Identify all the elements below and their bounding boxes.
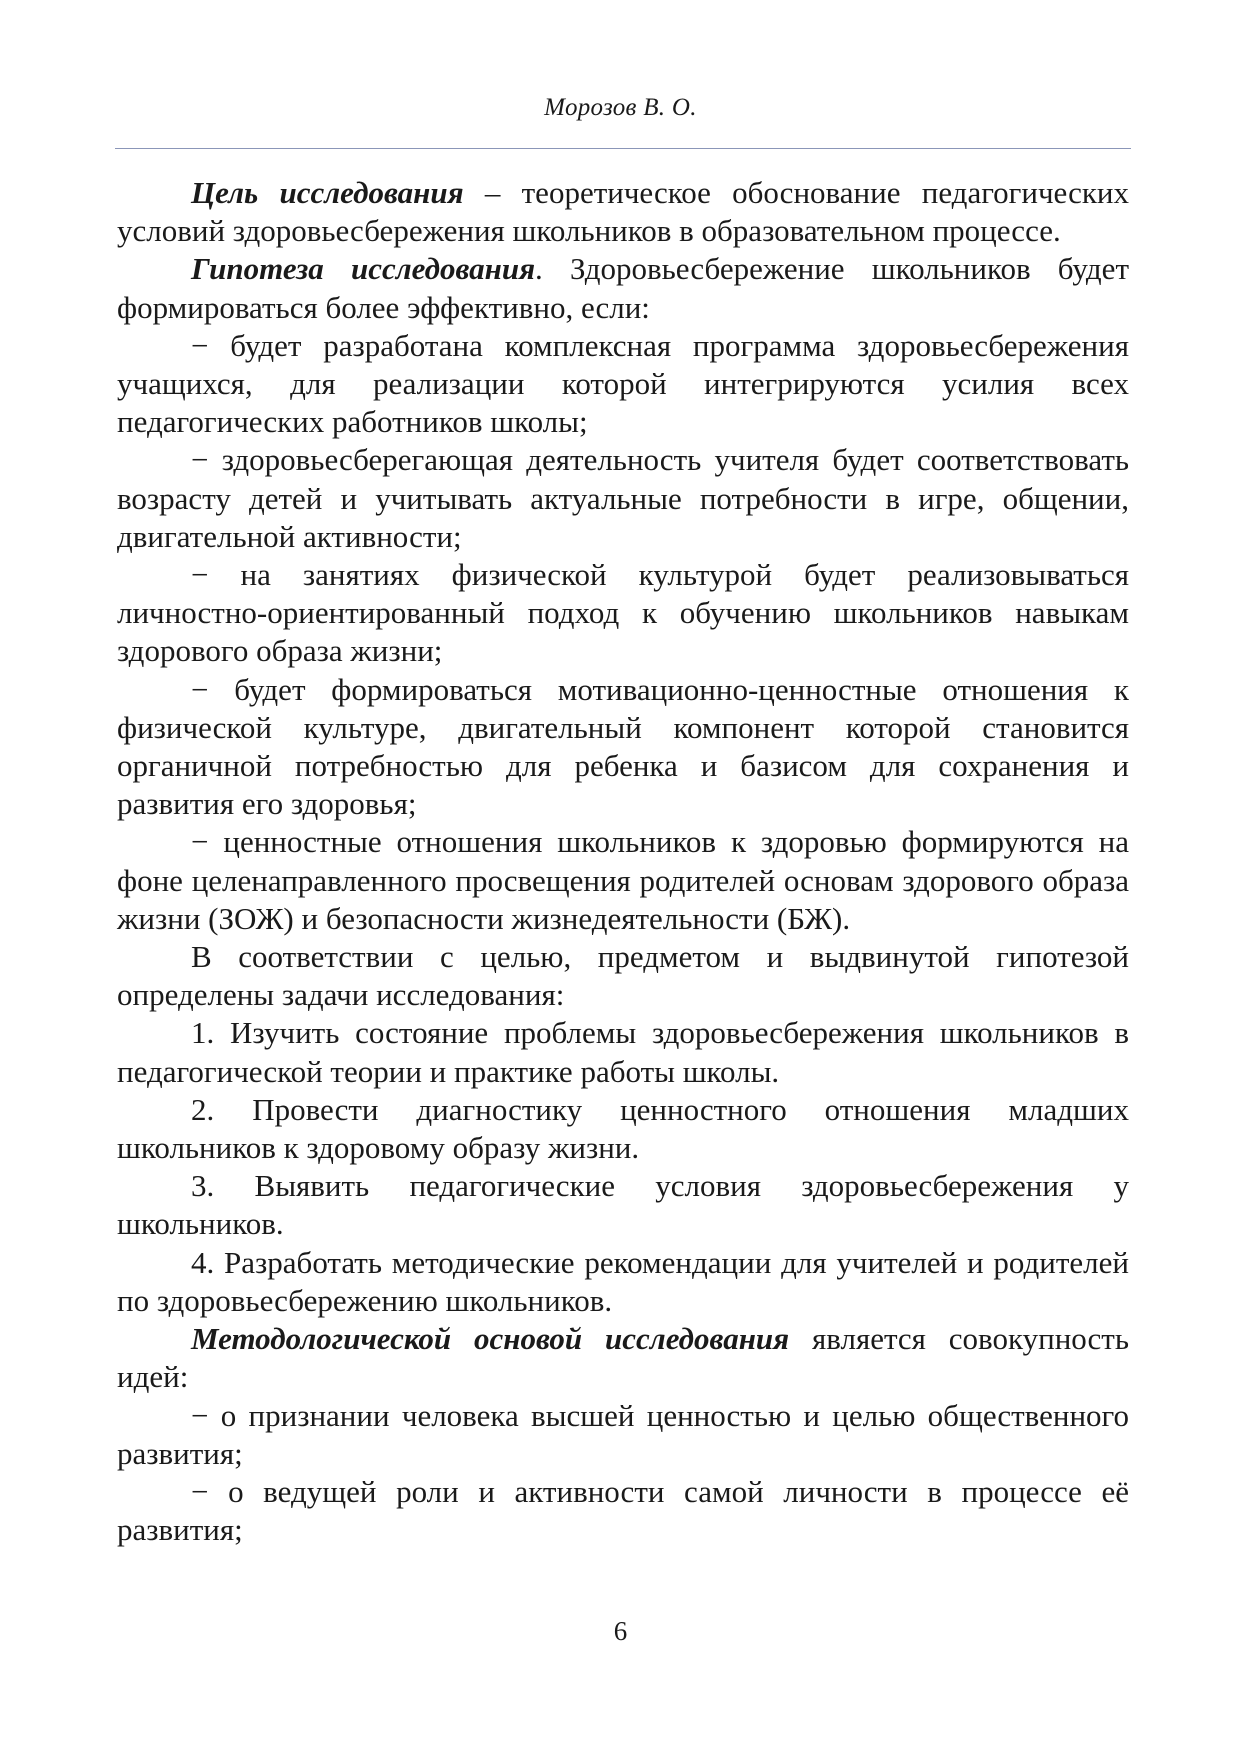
task-item: 4. Разработать методические рекомендации для учителей и родителей по здоровьесбережению школьников.: [117, 1244, 1129, 1318]
hypothesis-item: − будет разработана комплексная программа здоровьесбережения учащихся, для реализации которой интегрируются усилия всех педагогических работников школы;: [117, 327, 1129, 440]
hypothesis-lead: Гипотеза исследования: [191, 251, 536, 287]
task-item: 3. Выявить педагогические условия здоровьесбережения у школьников.: [117, 1168, 1129, 1242]
hypothesis-item: − на занятиях физической культурой будет реализовываться личностно-ориентированный подход к обучению школьников навыкам здорового образа жизни;: [117, 557, 1129, 669]
task-item: 2. Провести диагностику ценностного отношения младших школьников к здоровому образу жизни.: [117, 1091, 1129, 1166]
paragraph-goal: [117, 174, 1129, 250]
hypothesis-item: − ценностные отношения школьников к здоровью формируются на фоне целенаправленного просвещения родителей основам здорового образа жизни (ЗОЖ) и безопасности жизнедеятельности (БЖ).: [117, 824, 1129, 936]
header-rule: [115, 148, 1131, 149]
hypothesis-item: − будет формироваться мотивационно-ценностные отношения к физической культуре, двигательный компонент которой становится органичной потребностью для ребенка и базисом для сохранения и развития его здоровья;: [117, 671, 1129, 822]
running-head: Морозов В. О.: [544, 94, 697, 121]
goal-text: – теоретическое обоснование педагогических условий здоровьесбережения школьников в образовательном процессе.: [117, 175, 1129, 249]
goal-lead: Цель исследования: [191, 175, 464, 210]
hypothesis-item: − здоровьесберегающая деятельность учителя будет соответствовать возрасту детей и учитывать актуальные потребности в игре, общении, двигательной активности;: [117, 442, 1129, 554]
method-item: − о ведущей роли и активности самой личности в процессе её развития;: [117, 1473, 1129, 1548]
paragraph-methodology: [117, 1320, 1129, 1396]
method-item: − о признании человека высшей ценностью и целью общественного развития;: [117, 1397, 1129, 1471]
paragraph-hypothesis: [117, 250, 1129, 326]
page-number: 6: [613, 1616, 628, 1646]
methodology-lead: Методологической основой исследования: [191, 1321, 790, 1357]
task-item: 1. Изучить состояние проблемы здоровьесбережения школьников в педагогической теории и практике работы школы.: [117, 1015, 1129, 1089]
tasks-intro: В соответствии с целью, предметом и выдвинутой гипотезой определены задачи исследования:: [117, 939, 1129, 1013]
methodology-text: является совокупность идей:: [117, 1321, 1129, 1395]
hypothesis-text: . Здоровьесбережение школьников будет формироваться более эффективно, если:: [117, 251, 1129, 325]
body-text: [117, 174, 1129, 1549]
